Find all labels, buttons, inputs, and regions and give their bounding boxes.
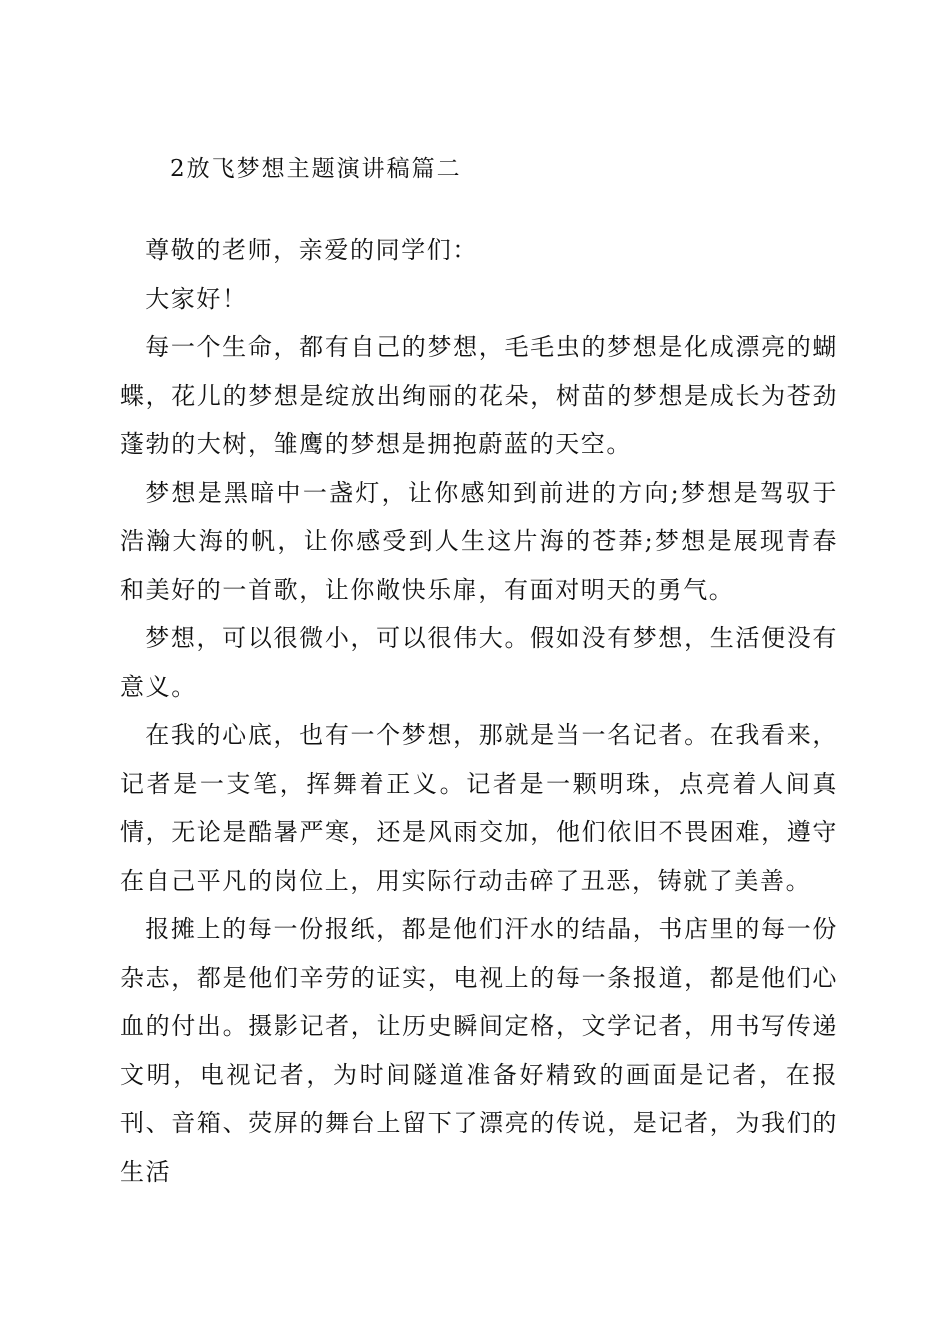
salutation-paragraph: 尊敬的老师，亲爱的同学们：: [145, 236, 478, 264]
body-paragraph: 梦想，可以很微小，可以很伟大。假如没有梦想，生活便没有意义。: [120, 624, 838, 701]
body-paragraph: 每一个生命，都有自己的梦想，毛毛虫的梦想是化成漂亮的蝴蝶，花儿的梦想是绽放出绚丽的花朵，树苗的梦想是成长为苍劲蓬勃的大树，雏鹰的梦想是拥抱蔚蓝的天空。: [120, 333, 838, 458]
body-paragraph: 在我的心底，也有一个梦想，那就是当一名记者。在我看来，记者是一支笔，挥舞着正义。记者是一颗明珠，点亮着人间真情，无论是酷暑严寒，还是风雨交加，他们依旧不畏困难，遵守在自己平凡的岗位上，用实际行动击碎了丑恶，铸就了美善。: [120, 721, 838, 895]
body-paragraph: 梦想是黑暗中一盏灯，让你感知到前进的方向;梦想是驾驭于浩瀚大海的帆，让你感受到人生这片海的苍莽;梦想是展现青春和美好的一首歌，让你敞快乐扉，有面对明天的勇气。: [120, 478, 838, 604]
document-heading: 2放飞梦想主题演讲稿篇二: [170, 156, 462, 182]
greeting-paragraph: 大家好！: [145, 284, 248, 313]
body-paragraph: 报摊上的每一份报纸，都是他们汗水的结晶，书店里的每一份杂志，都是他们辛劳的证实，电视上的每一条报道，都是他们心血的付出。摄影记者，让历史瞬间定格，文学记者，用书写传递文明，电视记者，为时间隧道准备好精致的画面是记者，在报刊、音箱、荧屏的舞台上留下了漂亮的传说，是记者，为我们的生活: [120, 915, 838, 1186]
document-body: [120, 226, 838, 1196]
